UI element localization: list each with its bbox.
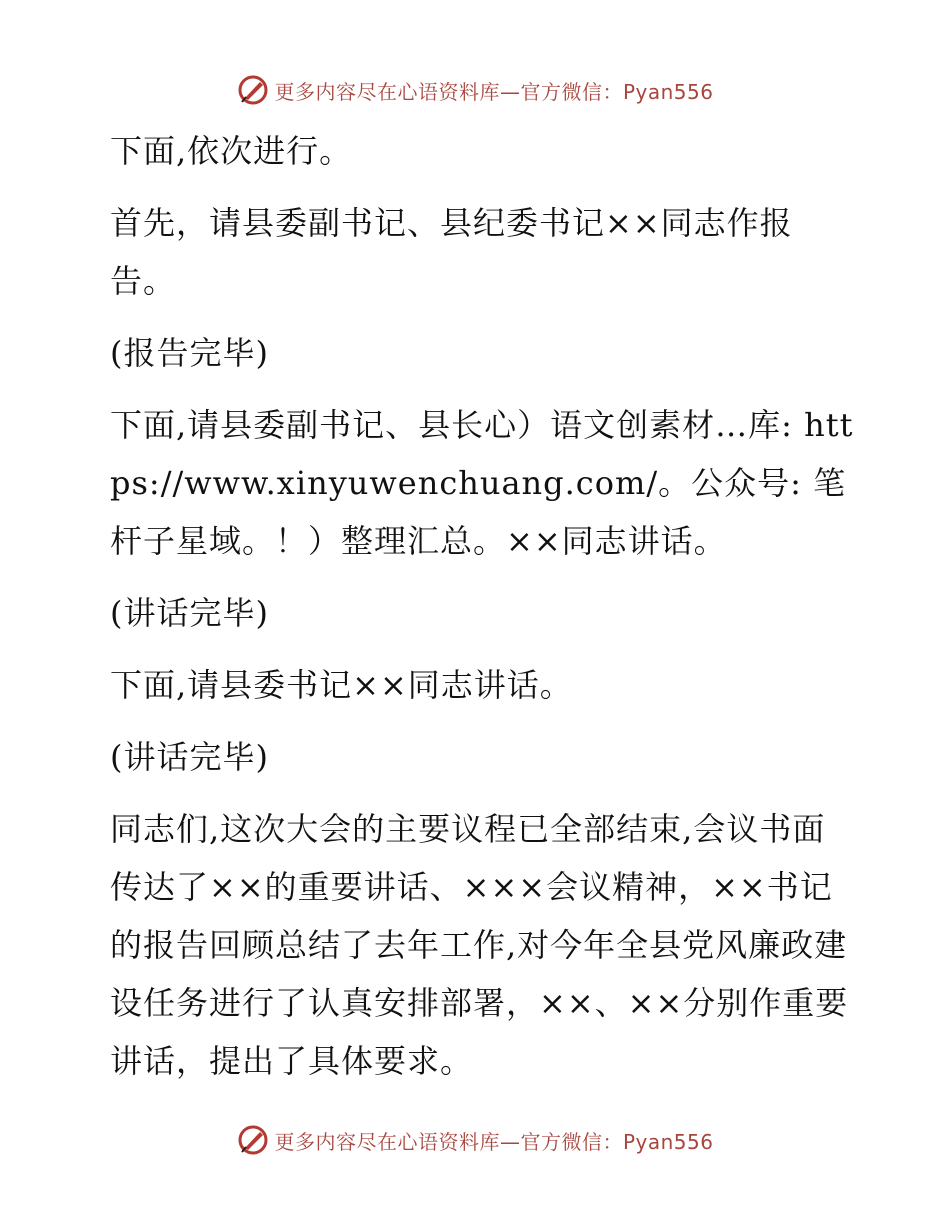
quill-seal-icon xyxy=(236,73,270,107)
footer-watermark xyxy=(0,1120,950,1160)
header-watermark-text: 更多内容尽在心语资料库—官方微信：Pyan556 xyxy=(274,79,714,104)
paragraph-5: (讲话完毕) xyxy=(110,594,269,632)
paragraph-1: 下面,依次进行。 xyxy=(110,132,353,170)
quill-seal-icon xyxy=(236,1123,270,1157)
header-watermark xyxy=(0,70,950,110)
paragraph-6: 下面,请县委书记××同志讲话。 xyxy=(110,666,573,704)
paragraph-3: (报告完毕) xyxy=(110,334,269,372)
paragraph-8: 同志们,这次大会的主要议程已全部结束,会议书面传达了××的重要讲话、×××会议精神，××书记的报告回顾总结了去年工作,对今年全县党风廉政建设任务进行了认真安排部署，××、××分别作重要讲话，提出了具体要求。 xyxy=(110,810,849,1080)
paragraph-2: 首先，请县委副书记、县纪委书记××同志作报告。 xyxy=(110,204,793,300)
document-body xyxy=(98,122,858,1090)
footer-watermark-text: 更多内容尽在心语资料库—官方微信：Pyan556 xyxy=(274,1129,714,1154)
paragraph-4: 下面,请县委副书记、县长心）语文创素材…库: https://www.xinyuwenchuang.com/。公众号: 笔杆子星域。！）整理汇总。××同志讲话。 xyxy=(110,406,854,560)
paragraph-7: (讲话完毕) xyxy=(110,738,269,776)
